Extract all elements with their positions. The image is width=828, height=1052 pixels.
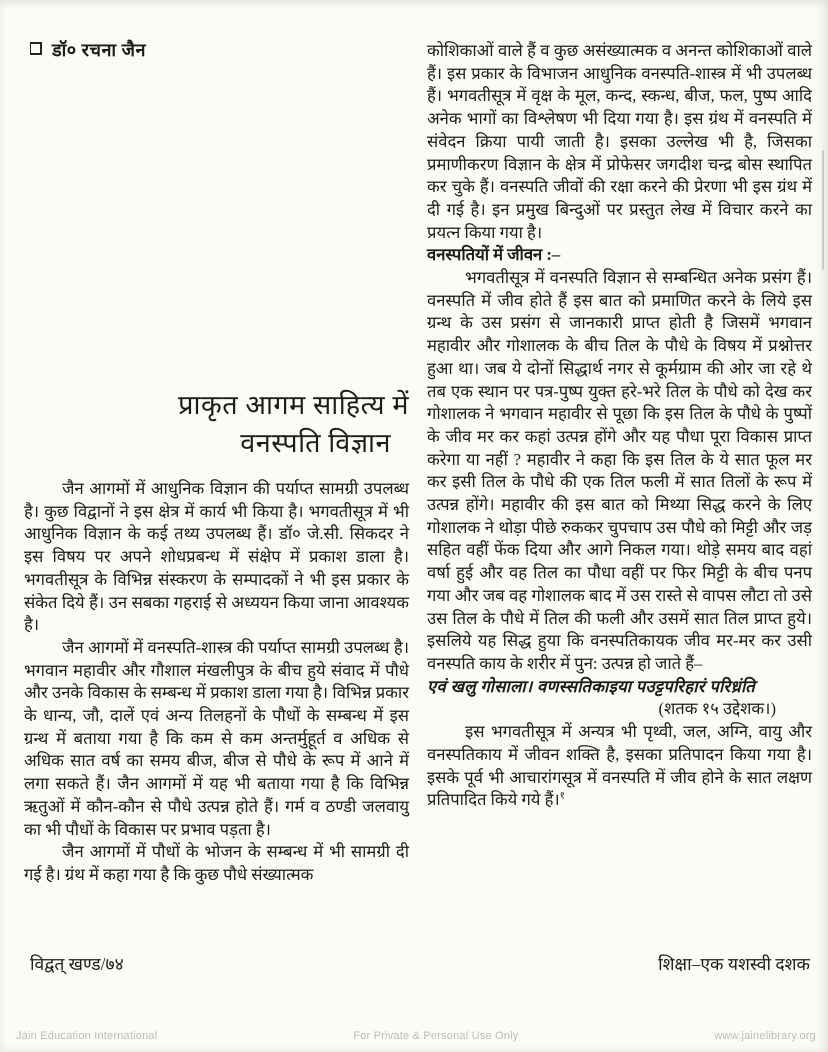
page-footer <box>30 952 810 976</box>
series-title: शिक्षा–एक यशस्वी दशक <box>658 954 810 974</box>
paragraph: जैन आगमों में पौधों के भोजन के सम्बन्ध में भी सामग्री दी गई है। ग्रंथ में कहा गया है कि कुछ पौधे संख्यात्मक <box>24 842 409 884</box>
usage-notice: For Private & Personal Use Only <box>353 1030 519 1042</box>
publisher-name: Jain Education International <box>16 1030 158 1042</box>
article-title <box>24 386 409 462</box>
article-title-line1: प्राकृत आगम साहित्य में <box>178 390 409 420</box>
paragraph: जैन आगमों में वनस्पति-शास्त्र की पर्याप्त सामग्री उपलब्ध है। भगवान महावीर और गौशाल मंखलीपुत्र के बीच हुये संवाद में पौधे और उनके विकास के सम्बन्ध में प्रकाश डाला गया है। विभिन्न प्रकार के धान्य, जौ, दालें एवं अन्य तिलहनों के पौधों के सम्बन्ध में इस ग्रन्थ में बताया गया है कि कम से कम अन्तर्मुहूर्त व अधिक से अधिक सात वर्ष का समय बीज, बीज से पौधे के रूप में आने में लगा सकते हैं। जैन आगमों में यह भी बताया गया है कि विभिन्न ऋतुओं में कौन-कौन से पौधे उत्पन्न होते हैं। गर्म व ठण्डी जलवायु का भी पौधों के विकास पर प्रभाव पड़ता है। <box>24 637 409 839</box>
library-url: www.jainelibrary.org <box>714 1030 816 1042</box>
column-right <box>427 40 812 887</box>
volume-page-number: विद्वत् खण्ड/७४ <box>30 954 124 974</box>
two-column-layout <box>24 40 812 887</box>
paragraph <box>427 721 812 812</box>
paragraph-continuation: कोशिकाओं वाले हैं व कुछ असंख्यात्मक व अनन्त कोशिकाओं वाले हैं। इस प्रकार के विभाजन आधुनिक वनस्पति-शास्त्र में भी उपलब्ध हैं। भगवतीसूत्र में वृक्ष के मूल, कन्द, स्कन्ध, बीज, फल, पुष्प आदि अनेक भागों का विश्लेषण भी दिया गया है। इस ग्रंथ में वनस्पति में संवेदन क्रिया पायी जाती है। इसका उल्लेख भी है, जिसका प्रमाणीकरण विज्ञान के क्षेत्र में प्रोफेसर जगदीश चन्द्र बोस स्थापित कर चुके हैं। वनस्पति जीवों की रक्षा करने की प्रेरणा भी इस ग्रंथ में दी गई है। इन प्रमुख बिन्दुओं पर प्रस्तुत लेख में विचार करने का प्रयत्न किया गया है। <box>427 41 812 242</box>
author-name: डॉ० रचना जैन <box>52 40 146 60</box>
quote-reference: (शतक १५ उद्देशक।) <box>658 699 776 719</box>
paragraph: जैन आगमों में आधुनिक विज्ञान की पर्याप्त सामग्री उपलब्ध है। कुछ विद्वानों ने इस क्षेत्र में कार्य भी किया है। भगवतीसूत्र में भी आधुनिक विज्ञान के कई तथ्य उपलब्ध हैं। डॉ० जे.सी. सिकदर ने इस विषय पर अपने शोधप्रबन्ध में संक्षेप में प्रकाश डाला है। भगवतीसूत्र के विभिन्न संस्करण के सम्पादकों ने भी इस प्रकार के संकेत दिये हैं। उन सबका गहराई से अध्ययन किया जाना आवश्यक है। <box>24 479 409 635</box>
column-left <box>24 40 409 887</box>
section-heading: वनस्पतियों में जीवन :– <box>427 245 561 265</box>
paragraph: भगवतीसूत्र में वनस्पति विज्ञान से सम्बन्धित अनेक प्रसंग हैं। वनस्पति में जीव होते हैं इस बात को प्रमाणित करने के लिये इस ग्रन्थ के उस प्रसंग से जानकारी प्राप्त होती है जिसमें भगवान महावीर और गोशालक के बीच तिल के पौधे के विषय में प्रश्नोत्तर हुआ था। जब ये दोनों सिद्धार्थ नगर से कूर्मग्राम की ओर जा रहे थे तब एक स्थान पर पत्र-पुष्प युक्त हरे-भरे तिल के पौधे को देख कर गोशालक ने भगवान महावीर से पूछा कि इस तिल के पौधे के पुष्पों के जीव मर कर कहां उत्पन्न होंगे और यह पौधा पूरा विकास प्राप्त करेगा या नहीं ? महावीर ने कहा कि इस तिल के ये सात फूल मर कर इसी तिल के पौधे की एक तिल फली में सात तिलों के रूप में उत्पन्न होंगे। महावीर की इस बात को मिथ्या सिद्ध करने के लिए गोशालक ने थोड़ा पीछे रुककर चुपचाप उस पौधे को मिट्टी और जड़ सहित वहीं फेंक दिया और आगे निकल गया। थोड़े समय बाद वहां वर्षा हुई और वह तिल का पौधा वहीं पर फिर मिट्टी के बीच पनप गया और जब वह गोशालक बाद में उस रास्ते से वापस लौटा तो उसे उस तिल के पौधे में तिल की फली और उसमें सात तिल प्राप्त हुये। इसलिये यह सिद्ध हुया कि वनस्पतिकायक जीव मर-मर कर उसी वनस्पति काय के शरीर में पुन: उत्पन्न हो जाते हैं– <box>427 268 812 673</box>
article-title-line2: वनस्पति विज्ञान <box>240 428 391 458</box>
paragraph-text: इस भगवतीसूत्र में अन्यत्र भी पृथ्वी, जल, अग्नि, वायु और वनस्पतिकाय में जीवन शक्ति है, इसका प्रतिपादन किया गया है। इसके पूर्व भी आचारांगसूत्र में वनस्पति में जीव होने के सात लक्षण प्रतिपादित किये गये हैं। <box>427 722 812 810</box>
publisher-bar <box>16 1030 816 1042</box>
footnote-marker: १ <box>559 790 565 802</box>
scan-artifact-line <box>822 150 824 270</box>
prakrit-quote: एवं खलु गोसाला। वणस्सतिकाइया पउट्टपरिहारं परिध्रंति <box>427 676 755 696</box>
